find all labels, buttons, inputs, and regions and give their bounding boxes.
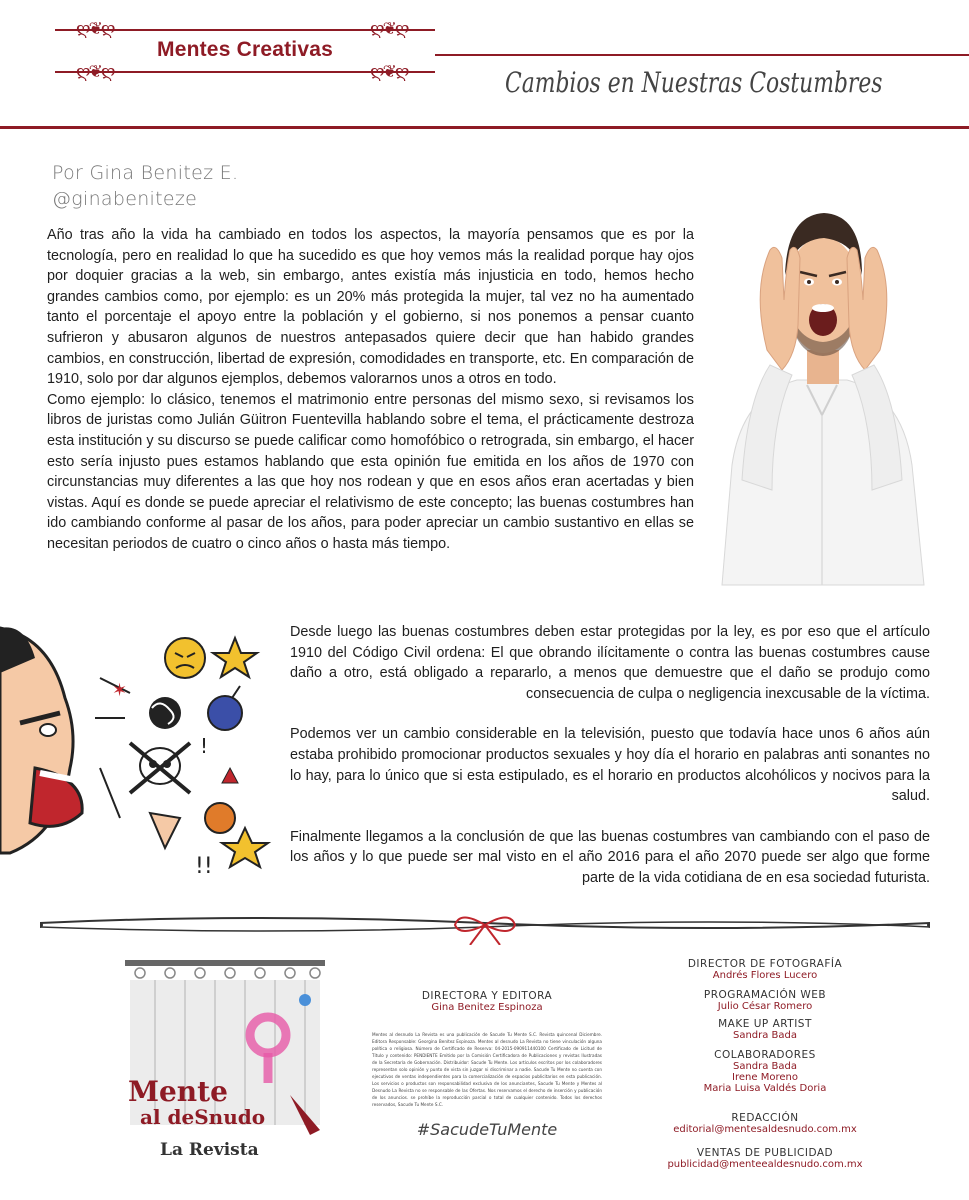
colophon-legal-text: Mentes al desnudo La Revista es una publicación de Sacude Tu Mente S.C. Revista quincenal Diciembre. Editora Responsable: Georgina Benítez Espinoza. Mentes al desnudo La Revista no tiene vinculación alguna política o religiosa. Número de Certificado de Reserva: 04-2015-090911440100 Certificado de Licitud de Título y contenido: PENDIENTE Emitido por la Comisión Certificadora de Publicaciones y revistas Ilustradas de la Secretaría de Gobernación. Distribuidor: Sacude Tu Mente. Los artículos escritos por los colaboradores representan solo opinión y punto de vista sin juzgar ni discriminar a nadie. Sacude Tu Mente no cuenta con ejecutivos de ventas independientes para la comercialización de espacios publicitarios en esta publicación. Los servicios o productos son responsabilidad exclusiva de los anunciantes, Sacude Tu Mente y Mentes al Desnudo La Revista no se responsable de las Ofertas. Nos reservamos el derecho de inserción y publicación de los anuncios. se prohíbe la reproducción parcial o total de cualquier contenido. Todos los derechos reservados, Sacude Tu Mente S.C.: [372, 1032, 602, 1107]
credit-name: Sandra Bada: [732, 1061, 798, 1072]
hashtag: #SacudeTuMente: [416, 1120, 558, 1139]
svg-text:!: !: [200, 734, 209, 758]
ribbon-divider: [40, 905, 930, 945]
credit-role: COLABORADORES: [714, 1049, 816, 1061]
shouting-man-illustration: [712, 180, 932, 590]
ornament-left-top: ღ❦ღ: [76, 19, 114, 39]
credit-name: Irene Moreno: [732, 1072, 798, 1083]
ornament-right-bottom: ღ❦ღ: [370, 62, 408, 82]
article-title: Cambios en Nuestras Costumbres: [505, 66, 883, 99]
ornament-left-bottom: ღ❦ღ: [76, 62, 114, 82]
article-column-top: [47, 225, 694, 555]
illustration-cartoon-shout: [0, 618, 275, 898]
section-label: Mentes Creativas: [157, 38, 333, 61]
shower-curtain-logo-art: [120, 955, 330, 1165]
credit-photo-director: [640, 958, 890, 981]
logo-text-la-revista: La Revista: [160, 1140, 259, 1160]
credit-name: Maria Luisa Valdés Doria: [703, 1083, 827, 1094]
paragraph-1: Año tras año la vida ha cambiado en todos los aspectos, la mayoría pensamos que es por la tecnología, pero en realidad lo que ha sucedido es que hoy vemos más la realidad porque hay ojos por doquier gracias a la web, sin embargo, antes existía más injusticia en todo, hemos hecho grandes cambios como, por ejemplo: es un 20% más protegida la mujer, tal vez no ha aumentado tanto el porcentaje el apoyo entre la población y el gobierno, si nos ponemos a pensar cuanto sufrieron y abusaron algunos de nuestros antepasados quiere decir que han habido grandes cambios, en construcción, libertad de expresión, comodidades en transporte, etc. En comparación de 1910, solo por dar algunos ejemplos, debemos valorarnos unos a otros en todo.: [47, 227, 694, 388]
paragraph-2: Como ejemplo: lo clásico, tenemos el matrimonio entre personas del mismo sexo, si revisamos los libros de juristas como Julián Güitron Fuentevilla hablando sobre el tema, el prácticamente destroza esta institución y su discurso se puede calificar como homofóbico o retrograda, sin embargo, el hacer esto sería injusto pues estamos hablando que esta opinión fue emitida en los años de 1970 con circunstancias muy diferentes a las que hoy nos rodean y que en esos años eran acertadas y bien vistas. Aquí es donde se puede apreciar el relativismo de este concepto; las buenas costumbres han ido cambiando conforme al pasar de los años, para poder apreciar un cambio sustantivo en ellas se necesitan periodos de cuatro o cinco años o hasta más tiempo.: [47, 391, 694, 552]
credit-editorial: [640, 1112, 890, 1135]
paragraph-4: Podemos ver un cambio considerable en la televisión, puesto que todavía hace unos 6 años aún estaba prohibido promocionar productos sexuales y hoy día el horario en palabras anti sonantes no lo hay, para lo único que si esta estipulado, es el horario en productos alcohólicos y nocivos para la salud.: [290, 726, 930, 805]
credit-role: DIRECTOR DE FOTOGRAFÍA: [687, 958, 843, 970]
credit-collaborators: [640, 1049, 890, 1094]
header-rule-bottom-thick: [0, 126, 969, 129]
cartoon-shouting-face-illustration: [0, 618, 275, 898]
logo-text-al-desnudo: al deSnudo: [140, 1105, 266, 1129]
paragraph-3: Desde luego las buenas costumbres deben estar protegidas por la ley, es por eso que el artículo 1910 del Código Civil ordena: El que obrando ilícitamente o contra las buenas costumbres cause daño a otro, está obligado a repararlo, a menos que demuestre que el daño se produjo como consecuencia de culpa o negligencia inexcusable de la víctima.: [290, 624, 930, 702]
ornament-right-top: ღ❦ღ: [370, 19, 408, 39]
photo-shouting-man: [712, 180, 932, 590]
svg-text:!!: !!: [195, 854, 213, 879]
credit-name: Julio César Romero: [717, 1001, 813, 1012]
footer-divider: [40, 905, 930, 945]
credit-name: Andrés Flores Lucero: [712, 970, 818, 981]
credit-email-link[interactable]: publicidad@menteealdesnudo.com.mx: [667, 1159, 863, 1170]
header-rule-right: [435, 54, 969, 56]
magazine-logo: [120, 955, 330, 1165]
colophon-role: DIRECTORA Y EDITORA: [421, 990, 553, 1002]
credit-role: PROGRAMACIÓN WEB: [703, 989, 827, 1001]
credit-name: Sandra Bada: [732, 1030, 798, 1041]
colophon-name: Gina Benitez Espinoza: [431, 1002, 543, 1013]
author-name: Por Gina Benitez E.: [52, 162, 239, 184]
credit-role: MAKE UP ARTIST: [718, 1018, 812, 1030]
author-handle: @ginabeniteze: [52, 188, 198, 210]
credit-advertising: [640, 1147, 890, 1170]
paragraph-5: Finalmente llegamos a la conclusión de que las buenas costumbres van cambiando con el paso de los años y lo que puede ser mal visto en el año 2016 para el año 2070 puede ser algo que forme parte de la vida cotidiana de en esa sociedad futurista.: [290, 828, 930, 886]
byline: [52, 160, 238, 212]
staff-credits: [640, 958, 890, 1170]
logo-text-mente: Mente: [128, 1075, 228, 1108]
colophon: [372, 990, 602, 1139]
credit-role: VENTAS DE PUBLICIDAD: [696, 1147, 834, 1159]
credit-web: [640, 989, 890, 1012]
credit-role: REDACCIÓN: [731, 1112, 799, 1124]
credit-makeup: [640, 1018, 890, 1041]
credit-email-link[interactable]: editorial@mentesaldesnudo.com.mx: [673, 1124, 857, 1135]
svg-text:✶: ✶: [112, 680, 128, 701]
article-column-right: [290, 622, 930, 909]
